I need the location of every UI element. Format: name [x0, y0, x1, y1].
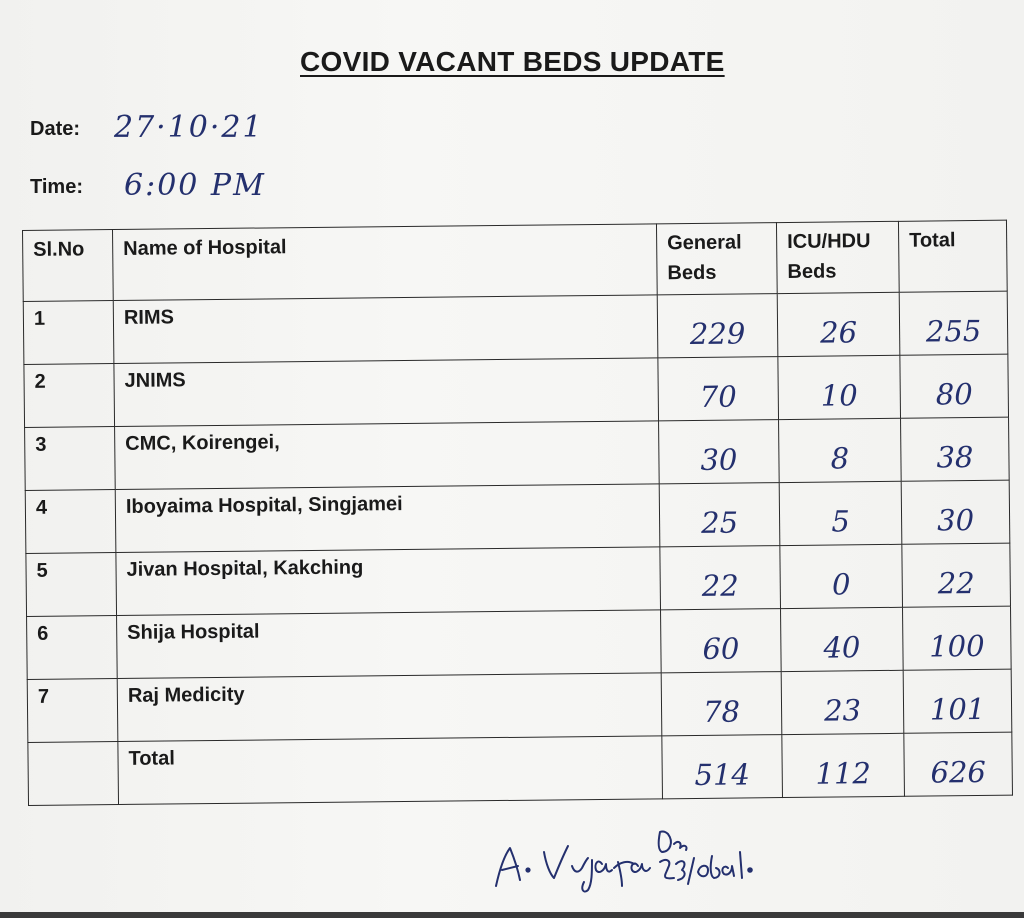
cell-icu-hdu-beds: 10: [778, 355, 901, 419]
cell-icu-hdu-beds: 5: [779, 481, 902, 545]
cell-hospital-name: RIMS: [113, 295, 658, 364]
cell-icu-hdu-beds: 23: [781, 670, 904, 734]
cell-icu-hdu-beds: 0: [780, 544, 903, 608]
cell-sl-no: 7: [27, 679, 118, 743]
cell-hospital-name: Raj Medicity: [117, 673, 662, 742]
cell-sl-no: 4: [25, 490, 116, 554]
cell-sl-no: [28, 742, 119, 806]
cell-general-beds-total: 514: [662, 735, 783, 799]
cell-grand-total: 626: [904, 732, 1013, 796]
date-value: 27·10·21: [114, 110, 264, 145]
header-hospital-name: Name of Hospital: [113, 224, 658, 301]
handwritten-signature: [488, 808, 818, 898]
table-row: [26, 543, 1011, 616]
cell-sl-no: 5: [26, 553, 117, 617]
cell-sl-no: 1: [23, 301, 114, 365]
table-header-row: [23, 220, 1008, 301]
cell-icu-hdu-beds: 40: [781, 607, 904, 671]
cell-total: 100: [902, 606, 1011, 670]
cell-total: 30: [901, 480, 1010, 544]
document-title: COVID VACANT BEDS UPDATE: [300, 46, 725, 77]
date-label: Date:: [30, 118, 81, 140]
cell-hospital-name: Shija Hospital: [117, 610, 662, 679]
cell-sl-no: 3: [25, 427, 116, 491]
cell-general-beds: 78: [661, 672, 782, 736]
page-bottom-edge: [0, 912, 1024, 918]
cell-total: 255: [899, 291, 1008, 355]
cell-sl-no: 2: [24, 364, 115, 428]
table-total-row: [28, 732, 1013, 805]
cell-hospital-name: Iboyaima Hospital, Singjamei: [115, 484, 660, 553]
table-row: [27, 669, 1012, 742]
cell-general-beds: 22: [660, 546, 781, 610]
cell-general-beds: 25: [659, 483, 780, 547]
cell-general-beds: 70: [658, 357, 779, 421]
cell-icu-hdu-beds: 8: [779, 418, 902, 482]
header-sl-no: Sl.No: [23, 230, 114, 302]
table-row: [25, 480, 1010, 553]
table-row: [25, 417, 1010, 490]
cell-general-beds: 30: [659, 420, 780, 484]
beds-table: [22, 220, 1013, 806]
cell-total-label: Total: [118, 736, 663, 805]
cell-sl-no: 6: [27, 616, 118, 680]
cell-hospital-name: CMC, Koirengei,: [115, 421, 660, 490]
cell-icu-hdu-beds-total: 112: [782, 733, 905, 797]
table-row: [24, 354, 1009, 427]
cell-total: 38: [901, 417, 1010, 481]
table-row: [23, 291, 1008, 364]
cell-icu-hdu-beds: 26: [777, 292, 900, 356]
time-value: 6:00 PM: [124, 168, 266, 203]
cell-total: 101: [903, 669, 1012, 733]
cell-general-beds: 60: [661, 609, 782, 673]
cell-total: 80: [900, 354, 1009, 418]
time-label: Time:: [30, 176, 83, 198]
header-general-beds: General Beds: [656, 223, 777, 295]
cell-hospital-name: Jivan Hospital, Kakching: [116, 547, 661, 616]
header-icu-hdu-beds: ICU/HDU Beds: [776, 221, 899, 293]
cell-hospital-name: JNIMS: [114, 358, 659, 427]
table-row: [27, 606, 1012, 679]
cell-total: 22: [902, 543, 1011, 607]
cell-general-beds: 229: [657, 294, 778, 358]
header-total: Total: [898, 220, 1007, 292]
